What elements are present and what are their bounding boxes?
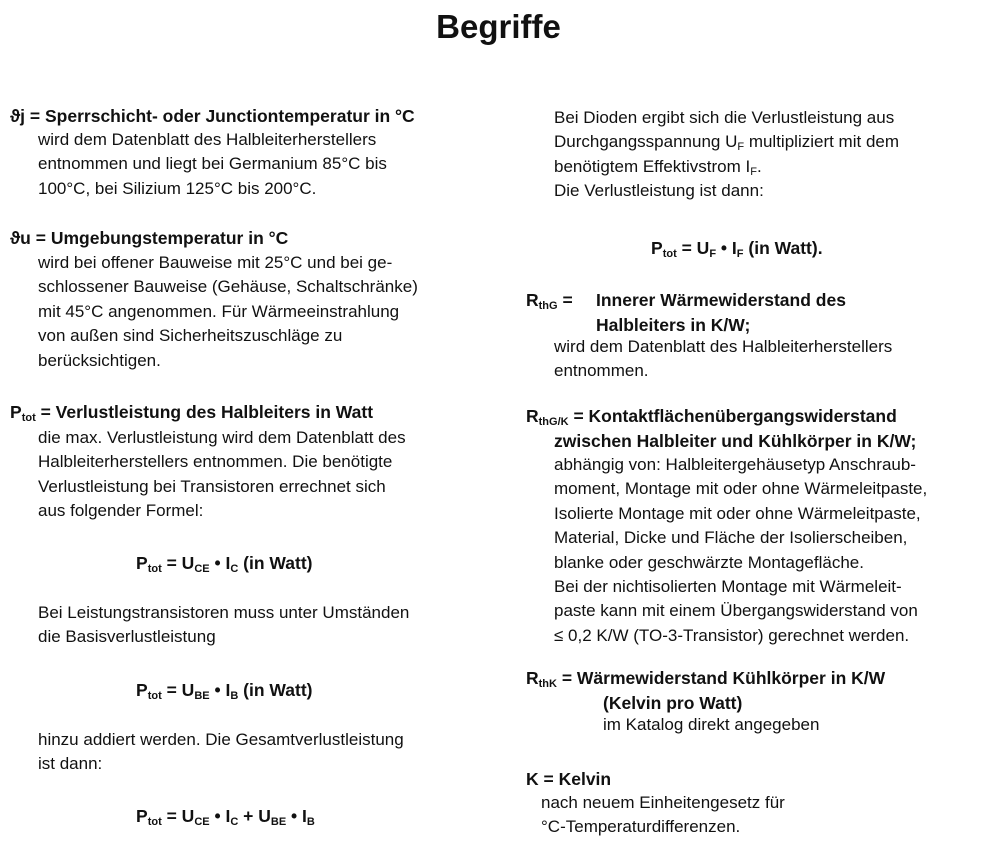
text-line: Material, Dicke und Fläche der Isolierscheiben,: [554, 528, 908, 548]
power-loss-heading: $P_{tot}$ = Verlustleistung des Halbleiters in Watt: [10, 402, 374, 424]
text-line: die max. Verlustleistung wird dem Datenblatt des: [38, 428, 406, 447]
rthgk-heading: $R_{thG/K}$ = Kontaktflächenübergangswiderstand: [526, 406, 897, 428]
text-line: schlossener Bauweise (Gehäuse, Schaltschränke): [38, 277, 418, 297]
rthgk-text: [554, 453, 927, 648]
formula-transistor: $P_{tot} = U_{CE}$ • $I_C$ (in Watt): [136, 553, 313, 575]
heading-line: Innerer Wärmewiderstand des: [596, 290, 846, 310]
rthk-heading: $R_{thK}$ = Wärmewiderstand Kühlkörper in K/W: [526, 668, 886, 690]
text-line: von außen sind Sicherheitszuschläge zu: [38, 326, 343, 346]
text-line: ist dann:: [38, 754, 103, 774]
text-line: berücksichtigen.: [38, 350, 161, 370]
text-line: Durchgangsspannung $U_F$ multipliziert mit dem: [554, 132, 900, 154]
formula-base: $P_{tot} = U_{BE}$ • $I_B$ (in Watt): [136, 680, 313, 702]
rthk-text: im Katalog direkt angegeben: [603, 715, 820, 734]
text-line: wird dem Datenblatt des Halbleiterherstellers: [554, 337, 893, 356]
text-line: blanke oder geschwärzte Montagefläche.: [554, 552, 864, 572]
text-line: Bei Dioden ergibt sich die Verlustleistung aus: [554, 108, 895, 127]
rthg-heading: [596, 288, 846, 337]
text-line: hinzu addiert werden. Die Gesamtverlustleistung: [38, 730, 404, 749]
text-line: mit 45°C angenommen. Für Wärmeeinstrahlung: [38, 301, 400, 321]
text-line: Die Verlustleistung ist dann:: [554, 181, 764, 201]
ambient-temp-text: [38, 251, 418, 373]
text-line: Isolierte Montage mit oder ohne Wärmeleitpaste,: [554, 503, 921, 523]
formula-diode: $P_{tot} = U_F$ • $I_F$ (in Watt).: [651, 238, 823, 260]
formula-total: $P_{tot} = U_{CE}$ • $I_C + U_{BE}$ • $I_B$: [136, 806, 315, 828]
text-line: abhängig von: Halbleitergehäusetyp Anschraub-: [554, 455, 916, 474]
kelvin-text: [541, 791, 785, 840]
text-line: entnommen und liegt bei Germanium 85°C bis: [38, 154, 387, 174]
heading-line: Halbleiters in K/W;: [596, 314, 751, 335]
text-line: aus folgender Formel:: [38, 501, 204, 521]
rthg-symbol: $R_{thG}$ =: [526, 290, 573, 312]
text-line: 100°C, bei Silizium 125°C bis 200°C.: [38, 178, 317, 198]
rthk-heading-2: (Kelvin pro Watt): [603, 693, 743, 713]
text-line: Halbleiterherstellers entnommen. Die benötigte: [38, 452, 393, 472]
power-loss-text: [38, 426, 406, 524]
text-line: Verlustleistung bei Transistoren errechnet sich: [38, 476, 386, 496]
ambient-temp-heading: ϑu = Umgebungstemperatur in °C: [10, 228, 289, 248]
text-line: wird bei offener Bauweise mit 25°C und bei ge-: [38, 253, 393, 272]
text-line: paste kann mit einem Übergangswiderstand von: [554, 601, 918, 621]
total-loss-text: [38, 728, 404, 777]
text-line: benötigtem Effektivstrom $I_F$.: [554, 156, 762, 178]
text-line: Bei der nichtisolierten Montage mit Wärmeleit-: [554, 577, 902, 597]
text-line: entnommen.: [554, 361, 649, 381]
text-line: ≤ 0,2 K/W (TO-3-Transistor) gerechnet werden.: [554, 625, 910, 645]
rthg-text: [554, 335, 892, 384]
junction-temp-text: [38, 128, 387, 201]
text-line: moment, Montage mit oder ohne Wärmeleitpaste,: [554, 479, 928, 499]
page-title: Begriffe: [436, 8, 561, 45]
text-line: nach neuem Einheitengesetz für: [541, 793, 785, 812]
diode-text: [554, 106, 899, 204]
text-line: wird dem Datenblatt des Halbleiterherstellers: [38, 130, 377, 149]
text-line: Bei Leistungstransistoren muss unter Umständen: [38, 603, 410, 622]
text-line: °C-Temperaturdifferenzen.: [541, 817, 741, 837]
kelvin-heading: K = Kelvin: [526, 769, 612, 789]
text-line: die Basisverlustleistung: [38, 627, 216, 647]
base-loss-text: [38, 601, 409, 650]
junction-temp-heading: ϑj = Sperrschicht- oder Junctiontemperatur in °C: [10, 106, 415, 126]
rthgk-heading-2: zwischen Halbleiter und Kühlkörper in K/W;: [554, 431, 917, 451]
